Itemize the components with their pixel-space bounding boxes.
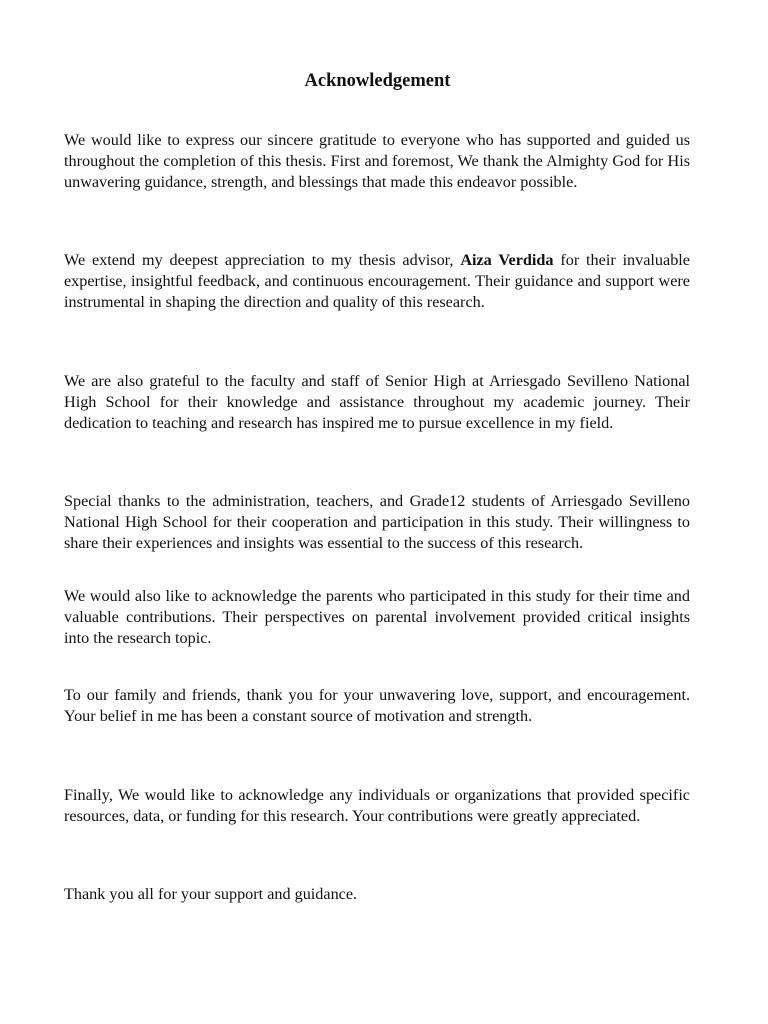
advisor-name: Aiza Verdida bbox=[460, 251, 554, 269]
paragraph-family: To our family and friends, thank you for your unwavering love, support, and encouragement. Your belief in me has been a constant source of motivation and strength. bbox=[64, 686, 690, 726]
paragraph-advisor bbox=[64, 250, 690, 314]
page-title: Acknowledgement bbox=[304, 71, 451, 91]
paragraph-resources: Finally, We would like to acknowledge any individuals or organizations that provided specific resources, data, or funding for this research. Your contributions were greatly appreciated. bbox=[64, 786, 690, 826]
paragraph-faculty: We are also grateful to the faculty and staff of Senior High at Arriesgado Sevilleno National High School for their knowledge and assistance throughout my academic journey. Their dedication to teaching and research has inspired me to pursue excellence in my field. bbox=[64, 372, 690, 433]
paragraph-parents: We would also like to acknowledge the parents who participated in this study for their time and valuable contributions. Their perspectives on parental involvement provided critical insights into the research topic. bbox=[64, 587, 690, 648]
paragraph-administration: Special thanks to the administration, teachers, and Grade12 students of Arriesgado Sevilleno National High School for their cooperation and participation in this study. Their willingness to share their experiences and insights was essential to the success of this research. bbox=[64, 492, 690, 553]
paragraph-advisor-intro: We extend my deepest appreciation to my thesis advisor, bbox=[64, 251, 461, 269]
paragraph-advisor-rest: for their invaluable expertise, insightful feedback, and continuous encouragement. Their guidance and support were instrumental in shaping the direction and quality of this research. bbox=[64, 251, 690, 312]
paragraph-closing: Thank you all for your support and guidance. bbox=[64, 885, 358, 903]
paragraph-gratitude: We would like to express our sincere gratitude to everyone who has supported and guided us throughout the completion of this thesis. First and foremost, We thank the Almighty God for His unwavering guidance, strength, and blessings that made this endeavor possible. bbox=[64, 131, 690, 192]
